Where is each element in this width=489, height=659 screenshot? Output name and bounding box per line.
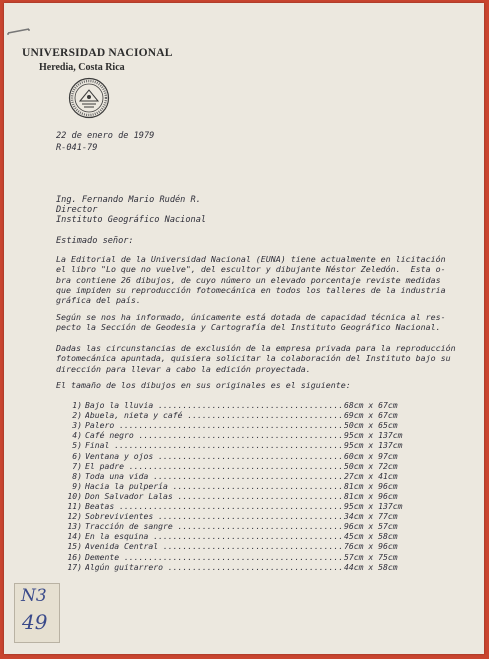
list-item-size: 95cm x 137cm: [344, 440, 403, 451]
list-item: [66, 451, 426, 461]
list-item-title: Final .....: [85, 440, 344, 450]
paragraph-1: La Editorial de la Universidad Nacional (EUNA) tiene actualmente en licitación el libro "Lo que no vuelve", del escultor y dibujante Néstor Zeledón. Esta o- bra contiene 26 dibujos, de cuyo número un elevado porcentaje reviste medidas que impiden su reproducción fotomecánica en todos los talleres de la industria gráfica del país.: [56, 254, 446, 306]
list-item-size: 45cm x 58cm: [344, 531, 398, 542]
salutation: Estimado señor:: [56, 236, 134, 246]
list-item-number: 11): [67, 501, 82, 511]
list-item-size: 60cm x 97cm: [344, 450, 398, 461]
list-item-size: 27cm x 41cm: [344, 470, 398, 481]
handwritten-note-1: N3: [21, 586, 47, 606]
list-item: [66, 531, 426, 541]
list-item-title: Hacia la pulpería .....: [85, 481, 344, 491]
list-item-size: 50cm x 72cm: [344, 460, 398, 471]
list-item: [66, 410, 426, 420]
letter-date: 22 de enero de 1979: [56, 131, 155, 141]
list-item: [66, 562, 426, 572]
list-item-number: 15): [67, 541, 82, 552]
institution-name: UNIVERSIDAD NACIONAL: [22, 47, 173, 59]
list-item: [66, 430, 426, 440]
list-item-number: 5): [72, 440, 82, 451]
list-item-size: 50cm x 65cm: [344, 420, 398, 431]
list-item-size: 68cm x 67cm: [344, 400, 398, 410]
list-item: [66, 501, 426, 511]
list-item-size: 57cm x 75cm: [344, 551, 398, 562]
list-item-title: Bajo la lluvia .....: [85, 400, 344, 410]
list-item-number: 17): [67, 561, 82, 572]
letter-reference: R-041-79: [56, 143, 98, 153]
list-item-size: 69cm x 67cm: [344, 410, 398, 421]
staple-icon: [6, 26, 32, 36]
list-item-title: Don Salvador Lalas .....: [85, 491, 344, 501]
list-item-title: Ventana y ojos .....: [85, 451, 344, 461]
list-item: [66, 491, 426, 501]
recipient-name: Ing. Fernando Mario Rudén R.: [56, 195, 201, 205]
list-item-title: Sobrevivientes .....: [85, 511, 344, 521]
list-item: [66, 552, 426, 562]
list-item-title: Palero .....: [85, 420, 344, 430]
list-item-number: 10): [67, 490, 82, 501]
letter-paper: [4, 3, 484, 654]
list-item-size: 81cm x 96cm: [344, 490, 398, 501]
list-item-number: 1): [72, 400, 82, 410]
list-item-size: 95cm x 137cm: [344, 501, 403, 511]
list-item-number: 13): [67, 521, 82, 532]
list-item-number: 8): [72, 470, 82, 481]
recipient-org: Instituto Geográfico Nacional: [56, 215, 207, 225]
archive-tag: [14, 583, 60, 643]
institution-location: Heredia, Costa Rica: [39, 62, 125, 73]
list-item-number: 9): [72, 480, 82, 491]
list-item-title: Café negro .....: [85, 430, 344, 440]
list-item-size: 96cm x 57cm: [344, 521, 398, 532]
list-item-title: Toda una vida .....: [85, 471, 344, 481]
list-item: [66, 440, 426, 450]
university-seal-icon: [68, 77, 110, 119]
list-item-number: 16): [67, 551, 82, 562]
list-item: [66, 521, 426, 531]
list-item-title: Demente .....: [85, 552, 344, 562]
list-item: [66, 400, 426, 410]
recipient-title: Director: [56, 205, 98, 215]
list-item-number: 14): [67, 531, 82, 542]
paragraph-2: Según se nos ha informado, únicamente está dotada de capacidad técnica al res- pecto la Sección de Geodesia y Cartografía del Instituto Geográfico Nacional.: [56, 312, 446, 333]
list-item-number: 6): [72, 450, 82, 461]
list-item-size: 44cm x 58cm: [344, 561, 398, 572]
handwritten-note-2: 49: [22, 610, 48, 634]
list-item-title: Beatas .....: [85, 501, 344, 511]
list-item-size: 81cm x 96cm: [344, 480, 398, 491]
list-item-title: Avenida Central .....: [85, 541, 344, 551]
list-item-size: 34cm x 77cm: [344, 511, 398, 522]
list-item: [66, 461, 426, 471]
list-item-number: 7): [72, 460, 82, 471]
paragraph-3: Dadas las circunstancias de exclusión de la empresa privada para la reproducción fotomecánica apuntada, quisiera solicitar la colaboración del Instituto bajo su dirección para llevar a cabo la edición proyectada.: [56, 343, 456, 374]
list-item-number: 3): [72, 420, 82, 431]
list-item-title: Tracción de sangre .....: [85, 521, 344, 531]
list-item: [66, 541, 426, 551]
list-item: [66, 481, 426, 491]
paragraph-4: El tamaño de los dibujos en sus originales es el siguiente:: [56, 380, 351, 390]
list-item-number: 4): [72, 430, 82, 441]
list-item: [66, 471, 426, 481]
list-item-number: 12): [67, 511, 82, 522]
list-item: [66, 420, 426, 430]
list-item-size: 76cm x 96cm: [344, 541, 398, 552]
list-item-title: En la esquina .....: [85, 531, 344, 541]
list-item: [66, 511, 426, 521]
list-item-title: El padre .....: [85, 461, 344, 471]
list-item-title: Algún guitarrero .....: [85, 562, 344, 572]
list-item-number: 2): [72, 410, 82, 421]
list-item-size: 95cm x 137cm: [344, 430, 403, 441]
list-item-title: Abuela, nieta y café .....: [85, 410, 344, 420]
